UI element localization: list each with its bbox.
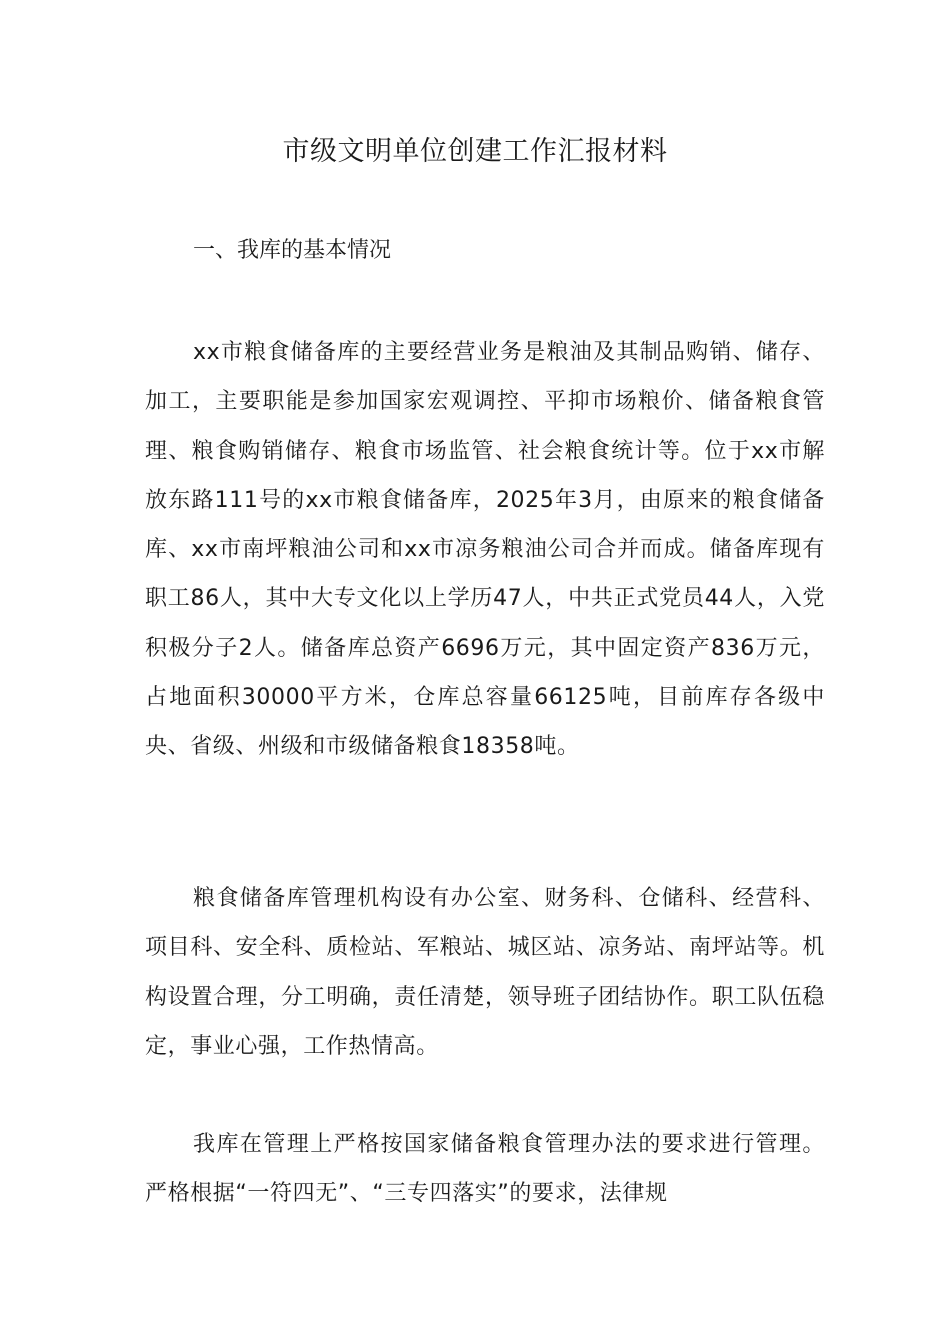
paragraph-organization: 粮食储备库管理机构设有办公室、财务科、仓储科、经营科、项目科、安全科、质检站、军粮站、城区站、凉务站、南坪站等。机构设置合理，分工明确，责任清楚，领导班子团结协作。职工队伍稳定，事业心强，工作热情高。 — [145, 886, 825, 1059]
section-heading: 一、我库的基本情况 — [193, 238, 392, 263]
paragraph-management: 我库在管理上严格按国家储备粮食管理办法的要求进行管理。严格根据“一符四无”、“三专四落实”的要求，法律规 — [145, 1132, 825, 1207]
document-title: 市级文明单位创建工作汇报材料 — [282, 136, 668, 167]
paragraph-basic-info: xx市粮食储备库的主要经营业务是粮油及其制品购销、储存、加工，主要职能是参加国家宏观调控、平抑市场粮价、储备粮食管理、粮食购销储存、粮食市场监管、社会粮食统计等。位于xx市解放东路111号的xx市粮食储备库，2025年3月，由原来的粮食储备库、xx市南坪粮油公司和xx市凉务粮油公司合并而成。储备库现有职工86人，其中大专文化以上学历47人，中共正式党员44人，入党积极分子2人。储备库总资产6696万元，其中固定资产836万元，占地面积30000平方米，仓库总容量66125吨，目前库存各级中央、省级、州级和市级储备粮食18358吨。 — [145, 340, 825, 760]
